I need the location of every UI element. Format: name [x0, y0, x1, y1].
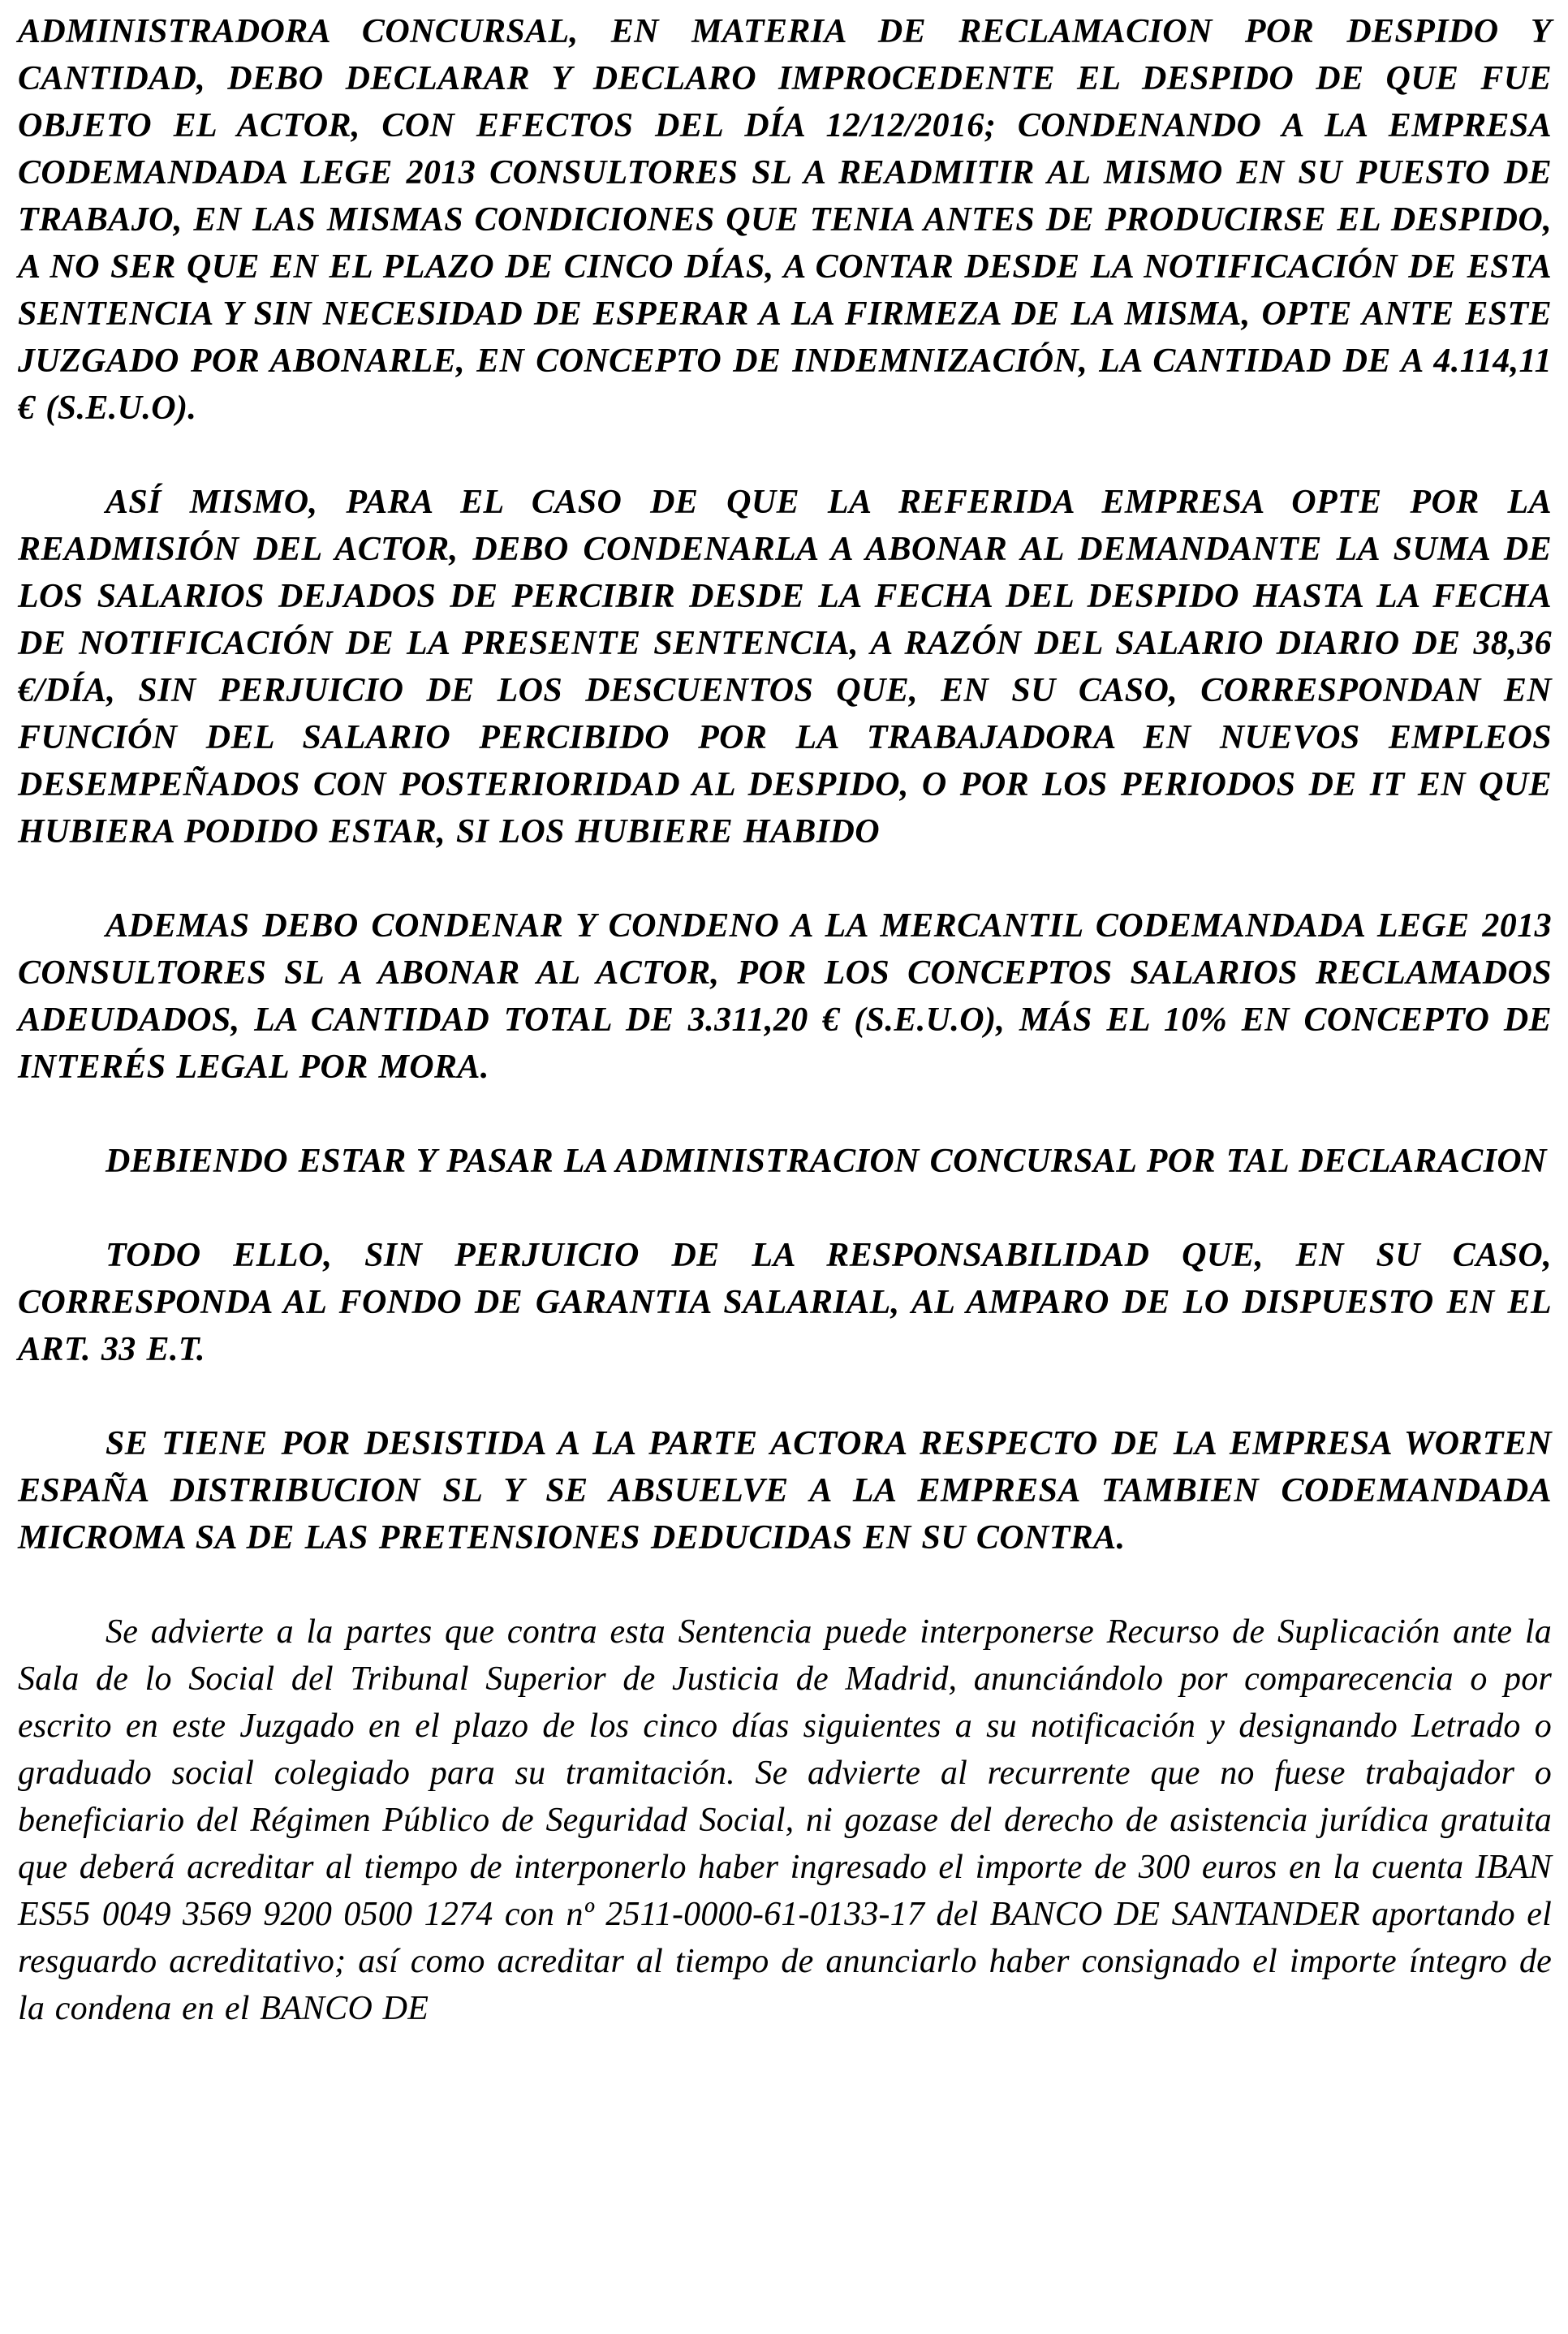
paragraph-desistimiento-absolucion: SE TIENE POR DESISTIDA A LA PARTE ACTORA RESPECTO DE LA EMPRESA WORTEN ESPAÑA DISTRIBUCION SL Y SE ABSUELVE A LA EMPRESA TAMBIEN CODEMANDADA MICROMA SA DE LAS PRETENSIONES DEDUCIDAS EN SU CONTRA.	[18, 1425, 1552, 1557]
paragraph-advertencia-recurso: Se advierte a la partes que contra esta Sentencia puede interponerse Recurso de Suplicación ante la Sala de lo Social del Tribunal Superior de Justicia de Madrid, anunciándolo por comparecencia o por escrito en este Juzgado en el plazo de los cinco días siguientes a su notificación y designando Letrado o graduado social colegiado para su tramitación. Se advierte al recurrente que no fuese trabajador o beneficiario del Régimen Público de Seguridad Social, ni gozase del derecho de asistencia jurídica gratuita que deberá acreditar al tiempo de interponerlo haber ingresado el importe de 300 euros en la cuenta IBAN ES55 0049 3569 9200 0500 1274 con nº 2511-0000-61-0133-17 del BANCO DE SANTANDER aportando el resguardo acreditativo; así como acreditar al tiempo de anunciarlo haber consignado el importe íntegro de la condena en el BANCO DE	[18, 1613, 1552, 2027]
paragraph-fogasa: TODO ELLO, SIN PERJUICIO DE LA RESPONSABILIDAD QUE, EN SU CASO, CORRESPONDA AL FONDO DE GARANTIA SALARIAL, AL AMPARO DE LO DISPUESTO EN EL ART. 33 E.T.	[18, 1237, 1552, 1368]
paragraph-salarios-tramitacion: ASÍ MISMO, PARA EL CASO DE QUE LA REFERIDA EMPRESA OPTE POR LA READMISIÓN DEL ACTOR, DEBO CONDENARLA A ABONAR AL DEMANDANTE LA SUMA DE LOS SALARIOS DEJADOS DE PERCIBIR DESDE LA FECHA DEL DESPIDO HASTA LA FECHA DE NOTIFICACIÓN DE LA PRESENTE SENTENCIA, A RAZÓN DEL SALARIO DIARIO DE 38,36 €/DÍA, SIN PERJUICIO DE LOS DESCUENTOS QUE, EN SU CASO, CORRESPONDAN EN FUNCIÓN DEL SALARIO PERCIBIDO POR LA TRABAJADORA EN NUEVOS EMPLEOS DESEMPEÑADOS CON POSTERIORIDAD AL DESPIDO, O POR LOS PERIODOS DE IT EN QUE HUBIERA PODIDO ESTAR, SI LOS HUBIERE HABIDO	[18, 484, 1552, 850]
paragraph-administracion-concursal: DEBIENDO ESTAR Y PASAR LA ADMINISTRACION CONCURSAL POR TAL DECLARACION	[106, 1143, 1547, 1180]
paragraph-condena-cantidad: ADEMAS DEBO CONDENAR Y CONDENO A LA MERCANTIL CODEMANDADA LEGE 2013 CONSULTORES SL A ABONAR AL ACTOR, POR LOS CONCEPTOS SALARIOS RECLAMADOS ADEUDADOS, LA CANTIDAD TOTAL DE 3.311,20 € (S.E.U.O), MÁS EL 10% EN CONCEPTO DE INTERÉS LEGAL POR MORA.	[18, 907, 1552, 1086]
paragraph-fallo-despido-improcedente: ADMINISTRADORA CONCURSAL, EN MATERIA DE RECLAMACION POR DESPIDO Y CANTIDAD, DEBO DECLARAR Y DECLARO IMPROCEDENTE EL DESPIDO DE QUE FUE OBJETO EL ACTOR, CON EFECTOS DEL DÍA 12/12/2016; CONDENANDO A LA EMPRESA CODEMANDADA LEGE 2013 CONSULTORES SL A READMITIR AL MISMO EN SU PUESTO DE TRABAJO, EN LAS MISMAS CONDICIONES QUE TENIA ANTES DE PRODUCIRSE EL DESPIDO, A NO SER QUE EN EL PLAZO DE CINCO DÍAS, A CONTAR DESDE LA NOTIFICACIÓN DE ESTA SENTENCIA Y SIN NECESIDAD DE ESPERAR A LA FIRMEZA DE LA MISMA, OPTE ANTE ESTE JUZGADO POR ABONARLE, EN CONCEPTO DE INDEMNIZACIÓN, LA CANTIDAD DE A 4.114,11 € (S.E.U.O).	[18, 13, 1552, 427]
